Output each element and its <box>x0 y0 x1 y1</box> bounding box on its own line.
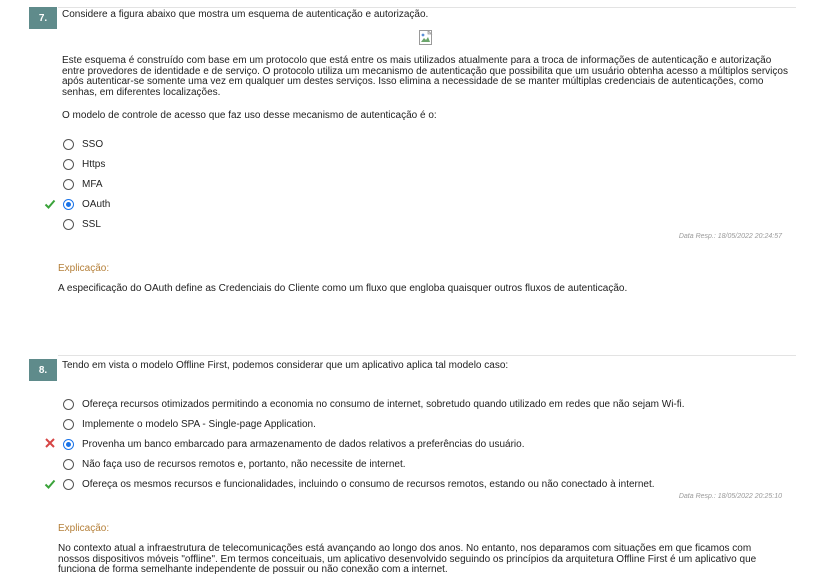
radio-button[interactable] <box>63 159 74 170</box>
option-2[interactable] <box>63 417 316 431</box>
radio-button[interactable] <box>63 479 74 490</box>
question-separator <box>58 355 796 356</box>
option-label: Não faça uso de recursos remotos e, portanto, não necessite de internet. <box>82 458 406 470</box>
cross-icon <box>44 437 56 449</box>
option-label: Provenha um banco embarcado para armazenamento de dados relativos a preferências do usuário. <box>82 438 525 450</box>
answer-date: Data Resp.: 18/05/2022 20:25:10 <box>678 493 782 500</box>
question-paragraph: Este esquema é construído com base em um protocolo que está entre os mais utilizados atualmente para a troca de informações de autenticação e autorização entre provedores de identidade e de serviço. O protocolo utiliza um mecanismo de autenticação que possibilita que um usuário obtenha acesso a múltiplos serviços após autenticar-se somente uma vez em qualquer um destes serviços. Isso elimina a necessidade de se manter múltiplas credenciais de autenticações, como senhas, em diferentes localizações. <box>62 55 788 98</box>
option-1[interactable] <box>63 397 685 411</box>
radio-button[interactable] <box>63 419 74 430</box>
radio-button[interactable] <box>63 179 74 190</box>
option-label: MFA <box>82 178 103 190</box>
option-ssl[interactable] <box>63 217 101 231</box>
question-number-badge: 7. <box>29 7 57 29</box>
option-sso[interactable] <box>63 137 103 151</box>
check-icon <box>44 198 56 210</box>
explanation-text: A especificação do OAuth define as Credenciais do Cliente como um fluxo que engloba quaisquer outros fluxos de autenticação. <box>58 283 628 294</box>
option-https[interactable] <box>63 157 105 171</box>
option-label: SSL <box>82 218 101 230</box>
option-oauth[interactable] <box>63 197 110 211</box>
radio-button[interactable] <box>63 459 74 470</box>
question-title: Considere a figura abaixo que mostra um esquema de autenticação e autorização. <box>62 9 429 20</box>
option-label: OAuth <box>82 198 111 210</box>
option-label: SSO <box>82 138 104 150</box>
explanation-text: No contexto atual a infraestrutura de telecomunicações está avançando ao longo dos anos. No entanto, nos deparamos com situações em que ficamos com nossos dispositivos móveis "offline". Em termos conceituais, um aplicativo desenvolvido seguindo os princípios da arquitetura Offline First é um aplicativo que funciona de forma semelhante independente de possuir ou não conexão com a internet. <box>58 543 757 576</box>
broken-image-icon <box>419 30 434 45</box>
question-prompt: O modelo de controle de acesso que faz uso desse mecanismo de autenticação é o: <box>62 110 437 121</box>
explanation-label: Explicação: <box>58 523 110 534</box>
radio-button[interactable] <box>63 139 74 150</box>
radio-button[interactable] <box>63 399 74 410</box>
radio-button[interactable] <box>63 219 74 230</box>
option-4[interactable] <box>63 457 406 471</box>
question-number-badge: 8. <box>29 359 57 381</box>
question-title: Tendo em vista o modelo Offline First, podemos considerar que um aplicativo aplica tal modelo caso: <box>62 360 509 371</box>
option-label: Implemente o modelo SPA - Single-page Application. <box>82 418 316 430</box>
option-label: Ofereça recursos otimizados permitindo a economia no consumo de internet, sobretudo quando utilizado em redes que não sejam Wi-fi. <box>82 398 685 410</box>
radio-button-selected[interactable] <box>63 439 74 450</box>
answer-date: Data Resp.: 18/05/2022 20:24:57 <box>678 233 782 240</box>
option-5[interactable] <box>63 477 655 491</box>
option-mfa[interactable] <box>63 177 103 191</box>
option-label: Ofereça os mesmos recursos e funcionalidades, incluindo o consumo de recursos remotos, estando ou não conectado à internet. <box>82 478 655 490</box>
option-label: Https <box>82 158 106 170</box>
radio-button-selected[interactable] <box>63 199 74 210</box>
check-icon <box>44 478 56 490</box>
option-3[interactable] <box>63 437 525 451</box>
explanation-label: Explicação: <box>58 263 110 274</box>
question-separator <box>58 7 796 8</box>
